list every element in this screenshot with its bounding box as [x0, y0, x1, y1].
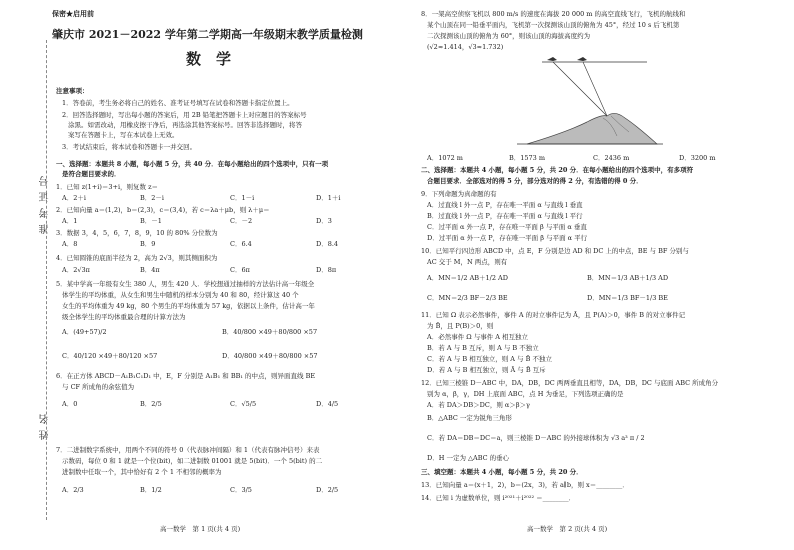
- q14-stem: 14．已知 i 为虚数单位，则 i²⁰²¹＋i²⁰²² ＝________．: [421, 494, 576, 502]
- q10-opt-d: D．MN＝1/3 BF－1/3 BE: [587, 294, 668, 302]
- notice-head: 注意事项：: [56, 87, 89, 95]
- q10-opt-a: A．MN＝1/2 AB＋1/2 AD: [427, 274, 508, 282]
- side-id-label: 准考证号: [40, 170, 51, 234]
- q2-opt-d: D．3: [316, 217, 332, 225]
- q2-opt-c: C．－2: [230, 217, 253, 225]
- q11-stem-2: 为 B̄，且 P(B)＞0，则: [427, 322, 494, 330]
- q1-opt-c: C．1－i: [230, 194, 255, 202]
- footer-left: 高一数学 第 1 页(共 4 页): [160, 525, 241, 533]
- q9-opt-a: A．过直线 l 外一点 P，存在唯一平面 α 与直线 l 垂直: [427, 201, 583, 209]
- notice-2b: 涂黑。如需改动，用橡皮擦干净后，再选涂其他答案标号。回答非选择题时，将答: [68, 121, 302, 129]
- q4-opt-d: D．8π: [316, 266, 337, 274]
- q6-opt-c: C．√5/5: [230, 400, 257, 408]
- q6-stem-2: 与 CF 所成角的余弦值为: [62, 383, 135, 391]
- q9-opt-b: B．过直线 l 外一点 P，存在唯一平面 α 与直线 l 平行: [427, 212, 583, 220]
- q5-opt-c: C．40/120 ×49＋80/120 ×57: [62, 352, 158, 360]
- notice-2: 2．回答选择题时，写出每小题的答案后，用 2B 铅笔把答题卡上对应题目的答案标号: [62, 111, 307, 119]
- q12-opt-a: A．若 DA＞DB＞DC，则 α＞β＞γ: [427, 401, 530, 409]
- q1-stem: 1．已知 z(1+i)＝3+i，则复数 z＝: [56, 183, 159, 191]
- q9-opt-c: C．过平面 α 外一点 P，存在唯一平面 β 与平面 α 垂直: [427, 223, 587, 231]
- section2-head: 二、选择题：本题共 4 小题，每小题 5 分，共 20 分．在每小题给出的四个选项中，有多项符: [421, 166, 694, 174]
- q11-opt-b: B．若 A 与 B 互斥，则 A 与 B 不独立: [427, 344, 539, 352]
- q6-stem-1: 6．在正方体 ABCD－A₁B₁C₁D₁ 中，E，F 分别是 A₁B₁ 和 BB₁ 的中点，则异面直线 BE: [56, 372, 316, 380]
- q8-stem-3: 二次探测该山顶的俯角为 60°，则该山顶的海拔高度约为: [427, 32, 591, 40]
- q3-opt-a: A．8: [62, 240, 78, 248]
- q11-opt-a: A．必然事件 Ω 与事件 A 相互独立: [427, 333, 529, 341]
- q4-stem: 4．已知圆锥的底面半径为 2，高为 2√3，则其侧面积为: [56, 254, 218, 262]
- q12-opt-c: C．若 DA＝DB＝DC＝a，则三棱锥 D－ABC 的外接球体积为 √3 a³ π / 2: [427, 434, 645, 442]
- notice-3: 3．考试结束后，将本试卷和答题卡一并交回。: [62, 143, 197, 151]
- q10-opt-b: B．MN＝1/3 AB＋1/3 AD: [587, 274, 669, 282]
- q12-opt-b: B．△ABC 一定为锐角三角形: [427, 414, 512, 422]
- q5-opt-a: A．(49+57)/2: [62, 328, 107, 336]
- subject-title: 数 学: [186, 50, 232, 68]
- notice-2c: 案写在答题卡上，写在本试卷上无效。: [68, 131, 179, 139]
- q12-stem-1: 12．已知三棱锥 D－ABC 中，DA，DB，DC 两两垂直且相等，DA，DB，DC 与底面 ABC 所成角分: [421, 379, 719, 387]
- q12-opt-d: D．H 一定为 △ABC 的垂心: [427, 454, 510, 462]
- q7-stem-2: 示数码，每位 0 和 1 就是一个位(bit)，如二进制数 01001 就是 5(bit)．一个 5(bit) 的二: [62, 457, 323, 465]
- q5-opt-b: B．40/800 ×49＋80/800 ×57: [222, 328, 318, 336]
- q8-opt-c: C．2436 m: [593, 154, 630, 162]
- q4-opt-a: A．2√3π: [62, 266, 90, 274]
- secret-label: 保密★启用前: [52, 9, 94, 18]
- q10-stem-2: AC 交于 M，N 两点，则有: [427, 258, 508, 266]
- q5-stem-3: 女生的平均体重为 49 kg，80 个男生的平均体重为 57 kg，依据以上条件，估计高一年: [62, 302, 315, 310]
- q5-stem-4: 级全体学生的平均体重最合理的计算方法为: [62, 313, 186, 321]
- q13-stem: 13．已知向量 a＝(x＋1，2)，b＝(2x，3)，若 a∥b，则 x＝________．: [421, 481, 629, 489]
- q5-stem-2: 体学生的平均体重，从女生和男生中随机的样本分别为 40 和 80，经计算这 40 个: [62, 291, 299, 299]
- q11-opt-c: C．若 A 与 B 相互独立，则 A 与 B̄ 不独立: [427, 355, 552, 363]
- q6-opt-d: D．4/5: [316, 400, 339, 408]
- right-page: [397, 0, 794, 550]
- q8-opt-b: B．1573 m: [509, 154, 546, 162]
- q7-stem-3: 进制数中任取一个，其中恰好有 2 个 1 不相邻的概率为: [62, 468, 222, 476]
- q2-stem: 2．已知向量 a＝(1,2)，b＝(2,3)，c＝(3,4)，若 c＝λa＋μb，则 λ＋μ＝: [56, 206, 270, 214]
- q8-opt-a: A．1072 m: [427, 154, 463, 162]
- section3-head: 三、填空题：本题共 4 小题，每小题 5 分，共 20 分．: [421, 468, 583, 476]
- q10-opt-c: C．MN＝2/3 BF－2/3 BE: [427, 294, 508, 302]
- q9-opt-d: D．过平面 α 外一点 P，存在唯一平面 β 与平面 α 平行: [427, 234, 588, 242]
- q6-opt-a: A．0: [62, 400, 78, 408]
- side-name-label: 姓名: [40, 408, 51, 440]
- q5-opt-d: D．40/800 ×49＋80/800 ×57: [222, 352, 318, 360]
- q7-opt-c: C．3/5: [230, 486, 252, 494]
- q4-opt-b: B．4π: [140, 266, 160, 274]
- section1-head: 一、选择题：本题共 8 小题，每小题 5 分，共 40 分．在每小题给出的四个选项中，只有一项: [56, 160, 329, 168]
- q8-stem-1: 8．一架高空侦察飞机以 800 m/s 的速度在海拔 20 000 m 的高空直线飞行，飞机的航线和: [421, 10, 686, 18]
- q7-opt-a: A．2/3: [62, 486, 84, 494]
- q8-stem-2: 某个山顶在同一铅垂平面内，飞机第一次探测该山顶的俯角为 45°，经过 10 s 后飞机第: [427, 21, 680, 29]
- footer-right: 高一数学 第 2 页(共 4 页): [527, 525, 608, 533]
- mountain-figure: [507, 52, 667, 148]
- exam-title: 肇庆市 2021－2022 学年第二学期高一年级期末教学质量检测: [52, 28, 363, 41]
- q1-opt-d: D．1＋i: [316, 194, 341, 202]
- q3-opt-d: D．8.4: [316, 240, 339, 248]
- section1-head-b: 是符合题目要求的．: [62, 170, 121, 178]
- q12-stem-2: 别为 α，β，γ，DH 上底面 ABC，点 H 为垂足，下列选项正确的是: [427, 390, 624, 398]
- q4-opt-c: C．6π: [230, 266, 250, 274]
- q7-stem-1: 7．二进制数字系统中，用两个不同的符号 0（代表脉冲间隔）和 1（代表有脉冲信号）来表: [56, 446, 320, 454]
- section2-head-b: 合题目要求．全部选对的得 5 分，部分选对的得 2 分，有选错的得 0 分．: [427, 177, 643, 185]
- q9-stem: 9．下列命题为真命题的有: [421, 190, 497, 198]
- q11-opt-d: D．若 A 与 B 相互独立，则 Ā 与 B̄ 互斥: [427, 366, 546, 374]
- q3-opt-b: B．9: [140, 240, 156, 248]
- q1-opt-a: A．2＋i: [62, 194, 86, 202]
- notice-1: 1．答卷前，考生务必将自己的姓名、准考证号填写在试卷和答题卡指定位置上。: [62, 99, 294, 107]
- q10-stem-1: 10．已知平行四边形 ABCD 中，点 E，F 分别是边 AD 和 DC 上的中点，BE 与 BF 分别与: [421, 247, 689, 255]
- q2-opt-b: B．－1: [140, 217, 162, 225]
- q5-stem-1: 5．某中学高一年级有女生 380 人，男生 420 人．学校想通过抽样的方法估计高一年级全: [56, 280, 315, 288]
- q7-opt-b: B．1/2: [140, 486, 162, 494]
- q8-stem-4: (√2≈1.414，√3≈1.732): [427, 43, 504, 51]
- q3-opt-c: C．6.4: [230, 240, 252, 248]
- q6-opt-b: B．2/5: [140, 400, 162, 408]
- q11-stem-1: 11．已知 Ω 表示必然事件，事件 A 的对立事件记为 Ā，且 P(A)＞0，事件 B 的对立事件记: [421, 311, 686, 319]
- q2-opt-a: A．1: [62, 217, 78, 225]
- q8-opt-d: D．3200 m: [679, 154, 716, 162]
- binding-line: [46, 40, 47, 520]
- q7-opt-d: D．2/5: [316, 486, 339, 494]
- q3-stem: 3．数据 3，4，5，6，7，8，9，10 的 80% 分位数为: [56, 229, 218, 237]
- q1-opt-b: B．2－i: [140, 194, 164, 202]
